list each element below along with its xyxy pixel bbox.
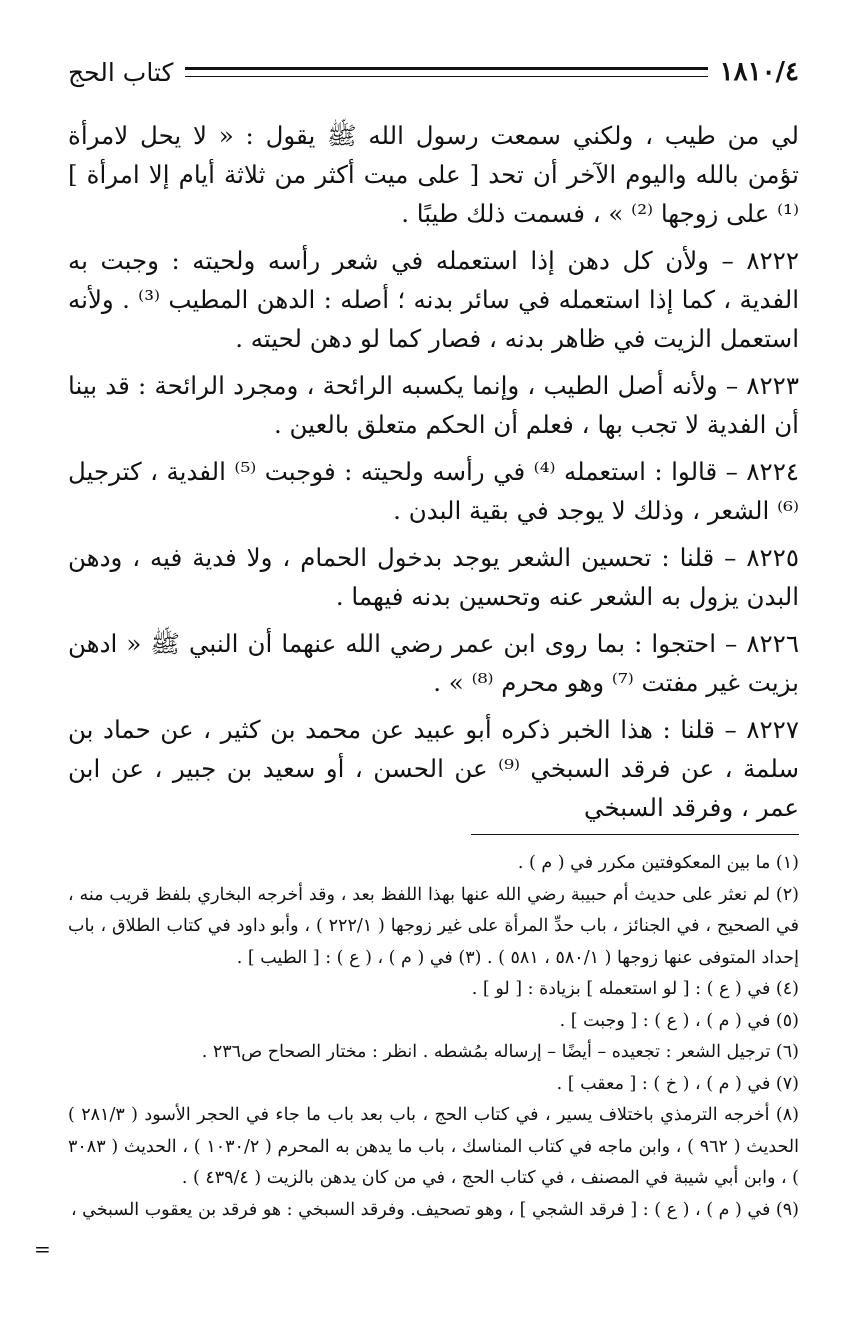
running-header <box>68 52 799 92</box>
paragraph: ٨٢٢٧ – قلنا : هذا الخبر ذكره أبو عبيد عن محمد بن كثير ، عن حماد بن سلمة ، عن فرقد السبخي ⁽⁹⁾ عن الحسن ، أو سعيد بن جبير ، عن ابن عمر ، وفرقد السبخي <box>68 715 799 822</box>
book-title: كتاب الحج <box>68 57 174 87</box>
paragraph: ٨٢٢٦ – احتجوا : بما روى ابن عمر رضي الله عنهما أن النبي ﷺ « ادهن بزيت غير مفتت ⁽⁷⁾ وهو محرم ⁽⁸⁾ » . <box>68 629 799 697</box>
footnote: (٤) في ( ع ) : [ لو استعمله ] بزيادة : [ لو ] . <box>471 979 799 999</box>
footnote: (٢) لم نعثر على حديث أم حبيبة رضي الله عنها بهذا اللفظ بعد ، وقد أخرجه البخاري بلفظ قريب منه ، في الصحيح ، في الجنائز ، باب حدِّ المرأة على غير زوجها ( ٢٢٢/١ ) ، وأبو داود في كتاب الطلاق ، باب إحداد المتوفى عنها زوجها ( ٥٨٠/١ ، ٥٨١ ) . (٣) في ( م ) ، ( ع ) : [ الطيب ] . <box>68 884 799 968</box>
footnotes <box>68 848 799 1226</box>
footnote-separator <box>471 834 799 835</box>
footnote: (١) ما بين المعكوفتين مكرر في ( م ) . <box>517 853 799 873</box>
footnote: (٦) ترجيل الشعر : تجعيده – أيضًا – إرساله بمُشطه . انظر : مختار الصحاح ص٢٣٦ . <box>201 1042 799 1062</box>
header-rule <box>185 67 707 77</box>
paragraph: ٨٢٢٣ – ولأنه أصل الطيب ، وإنما يكسبه الرائحة ، ومجرد الرائحة : قد بينا أن الفدية لا تجب بها ، فعلم أن الحكم متعلق بالعين . <box>68 371 799 439</box>
main-text <box>68 116 799 835</box>
footnote: (٩) في ( م ) ، ( ع ) : [ فرقد الشجي ] ، وهو تصحيف. وفرقد السبخي : هو فرقد بن يعقوب السبخي ، <box>70 1199 799 1220</box>
continuation-mark: = <box>34 1237 51 1261</box>
paragraph: ٨٢٢٥ – قلنا : تحسين الشعر يوجد بدخول الحمام ، ولا فدية فيه ، ودهن البدن يزول به الشعر عنه وتحسين بدنه فيهما . <box>68 543 799 611</box>
footnote: (٧) في ( م ) ، ( خ ) : [ معقب ] . <box>556 1073 799 1094</box>
footnote: (٨) أخرجه الترمذي باختلاف يسير ، في كتاب الحج ، باب بعد باب ما جاء في الحجر الأسود ( ٢٨١/٣ ) الحديث ( ٩٦٢ ) ، وابن ماجه في كتاب المناسك ، باب ما يدهن به المحرم ( ١٠٣٠/٢ ) ، الحديث ( ٣٠٨٣ ) ، وابن أبي شيبة في المصنف ، في كتاب الحج ، في من كان يدهن بالزيت ( ٤٣٩/٤ ) . <box>68 1105 799 1188</box>
paragraph: ٨٢٢٢ – ولأن كل دهن إذا استعمله في شعر رأسه ولحيته : وجبت به الفدية ، كما إذا استعمله في سائر بدنه ؛ أصله : الدهن المطيب ⁽³⁾ . ولأنه استعمل الزيت في ظاهر بدنه ، فصار كما لو دهن لحيته . <box>68 246 799 353</box>
page-number: ١٨١٠/٤ <box>719 57 799 87</box>
paragraph: ٨٢٢٤ – قالوا : استعمله ⁽⁴⁾ في رأسه ولحيته : فوجبت ⁽⁵⁾ الفدية ، كترجيل ⁽⁶⁾ الشعر ، وذلك لا يوجد في بقية البدن . <box>68 457 800 525</box>
paragraph: لي من طيب ، ولكني سمعت رسول الله ﷺ يقول : « لا يحل لامرأة تؤمن بالله واليوم الآخر أن تحد [ على ميت أكثر من ثلاثة أيام إلا امرأة ] ⁽¹⁾ على زوجها ⁽²⁾ » ، فسمت ذلك طيبًا . <box>68 121 799 228</box>
footnote: (٥) في ( م ) ، ( ع ) : [ وجبت ] . <box>559 1010 799 1031</box>
